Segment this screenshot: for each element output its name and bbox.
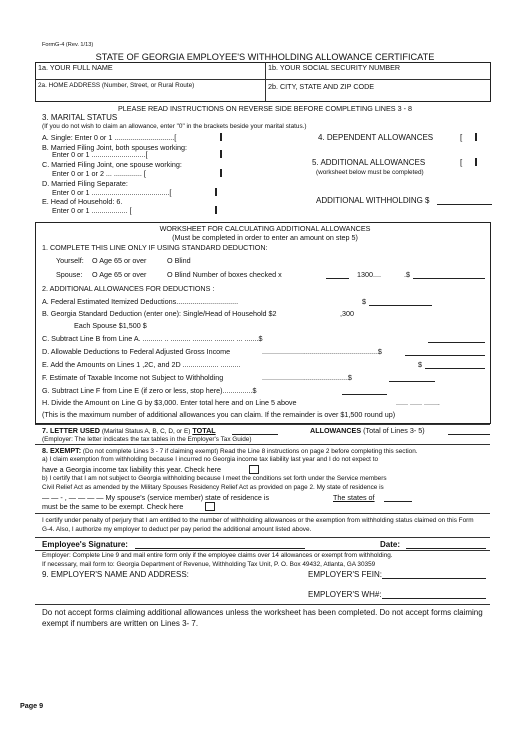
line7-allowances: ALLOWANCES xyxy=(310,426,362,435)
marital-e2: Enter 0 or 1 .................. [ xyxy=(52,206,132,215)
line2h-dots: ...... ...... ........ xyxy=(396,398,440,407)
footer-note: Do not accept forms claiming additional allowances unless the worksheet has been completed. Do not accept forms claiming exempt if numbers are written on Lines 3- 7. xyxy=(42,608,483,628)
full-name-field[interactable]: 1a. YOUR FULL NAME xyxy=(38,63,113,72)
marital-b2: Enter 0 or 1 ...........................[ xyxy=(52,150,148,159)
ssn-field[interactable]: 1b. YOUR SOCIAL SECURITY NUMBER xyxy=(268,63,401,72)
dependent-bracket: [ xyxy=(460,133,463,142)
dependent-allowances: 4. DEPENDENT ALLOWANCES xyxy=(318,133,434,142)
date-line[interactable] xyxy=(406,548,486,549)
line2h-note: (This is the maximum number of additional allowances you can claim. If the remainder is over $1,500 round up) xyxy=(42,410,396,419)
date-label: Date: xyxy=(380,540,401,549)
line8-b4: must be the same to be exempt. Check here xyxy=(42,502,184,511)
line2c: C. Subtract Line B from Line A. .......... .. .......... .......... .......... ... .......$ xyxy=(42,334,263,343)
line2g-amount-line[interactable] xyxy=(342,394,387,395)
exempt-b-checkbox[interactable] xyxy=(205,502,215,511)
line7-employer-note: (Employer: The letter indicates the tax tables in the Employer's Tax Guide) xyxy=(42,436,252,443)
marital-a-entry[interactable] xyxy=(220,133,222,141)
line8-a1: a) I claim exemption from withholding because I incurred no Georgia income tax liability last year and I do not expect to xyxy=(42,456,379,463)
marital-d-entry[interactable] xyxy=(215,188,217,196)
line2a: A. Federal Estimated Itemized Deductions............................... xyxy=(42,297,239,306)
line2e-amount-line[interactable] xyxy=(425,368,485,369)
marital-a: A. Single: Enter 0 or 1 ..............................[ xyxy=(42,133,177,142)
letter-used-line[interactable] xyxy=(232,434,278,435)
worksheet-heading: WORKSHEET FOR CALCULATING ADDITIONAL ALLOWANCES xyxy=(159,224,371,233)
line8-intro: (Do not complete Lines 3 - 7 if claiming exempt) Read the Line 8 instructions on page 2 before completing this section. xyxy=(82,448,418,455)
additional-allowances: 5. ADDITIONAL ALLOWANCES xyxy=(312,158,426,167)
city-state-zip-field[interactable]: 2b. CITY, STATE AND ZIP CODE xyxy=(268,82,375,91)
line2a-amount-line[interactable] xyxy=(369,305,432,306)
perjury-statement: I certify under penalty of perjury that I am entitled to the number of withholding allowances or the exemption from withholding status claimed on this Form G-4. Also, I authorize my employer to deduct per pay period the additional amount listed above. xyxy=(42,517,474,533)
spouse-blind-boxes-label: Blind Number of boxes checked x xyxy=(174,270,282,279)
instructions-note: PLEASE READ INSTRUCTIONS ON REVERSE SIDE BEFORE COMPLETING LINES 3 - 8 xyxy=(118,104,412,113)
marital-note: (If you do not wish to claim an allowance, enter "0" in the brackets beside your marital status.) xyxy=(42,123,307,130)
line2e: E. Add the Amounts on Lines 1 ,2C, and 2D .................. .......... xyxy=(42,360,241,369)
employer-wh: EMPLOYER'S WH#: xyxy=(308,590,382,599)
spouse-label: Spouse: xyxy=(56,270,83,279)
employer-fein-line[interactable] xyxy=(382,578,486,579)
line2b-spouse: Each Spouse $1,500 $ xyxy=(74,321,147,330)
marital-c1: C. Married Filing Joint, one spouse working: xyxy=(42,160,182,169)
dependent-entry[interactable] xyxy=(475,133,477,141)
line2f-dots: ...........................................$ xyxy=(262,373,352,382)
line7-allowances-detail: (Total of Lines 3- 5) xyxy=(363,426,425,435)
line8-a2: have a Georgia income tax liability this year. Check here xyxy=(42,465,221,474)
boxes-count-line[interactable] xyxy=(326,278,349,279)
total-allowances-line[interactable] xyxy=(448,434,490,435)
additional-entry[interactable] xyxy=(475,158,477,166)
line2d-amount-line[interactable] xyxy=(405,355,485,356)
yourself-age65-radio[interactable]: O Age 65 or over xyxy=(92,256,147,265)
line2b: B. Georgia Standard Deduction (enter one): Single/Head of Household $2 xyxy=(42,309,277,318)
worksheet-line1: 1. COMPLETE THIS LINE ONLY IF USING STANDARD DEDUCTION: xyxy=(42,243,268,252)
spouse-age65-radio[interactable]: O Age 65 or over xyxy=(92,270,147,279)
worksheet-line2: 2. ADDITIONAL ALLOWANCES FOR DEDUCTIONS : xyxy=(42,284,215,293)
spouse-blind-radio[interactable]: O Blind Number of boxes checked x xyxy=(167,270,282,279)
line8-label: 8. EXEMPT: xyxy=(42,446,82,455)
signature-line[interactable] xyxy=(135,548,305,549)
line7-total: TOTAL xyxy=(192,426,216,435)
line8-intro-row xyxy=(42,446,418,455)
line7-detail: (Marital Status A, B, C, D, or E) xyxy=(101,428,191,435)
employer-name-address: 9. EMPLOYER'S NAME AND ADDRESS: xyxy=(42,570,189,579)
additional-bracket: [ xyxy=(460,158,463,167)
line2f: F. Estimate of Taxable Income not Subject to Withholding xyxy=(42,373,224,382)
line2h: H. Divide the Amount on Line G by $3,000. Enter total here and on Line 5 above xyxy=(42,398,297,407)
marital-d1: D. Married Filing Separate: xyxy=(42,179,128,188)
yourself-label: Yourself: xyxy=(56,256,84,265)
yourself-blind-radio[interactable]: O Blind xyxy=(167,256,191,265)
line8-b1: b) I certify that I am not subject to Georgia withholding because I meet the conditions set forth under the Service members xyxy=(42,475,387,482)
line2g: G. Subtract Line F from Line E (if zero or less, stop here)...............$ xyxy=(42,386,257,395)
marital-b-entry[interactable] xyxy=(220,150,222,158)
page-number: Page 9 xyxy=(20,701,44,710)
signature-label: Employee's Signature: xyxy=(42,540,128,549)
exempt-a-checkbox[interactable] xyxy=(249,465,259,474)
marital-e-entry[interactable] xyxy=(215,206,217,214)
line2f-amount-line[interactable] xyxy=(389,381,435,382)
line8-b3-state: The states of xyxy=(333,493,375,502)
line2c-amount-line[interactable] xyxy=(428,342,485,343)
marital-c2: Enter 0 or 1 or 2 ... .............. [ xyxy=(52,169,146,178)
line8-b2: Civil Relief Act as amended by the Military Spouses Residency Relief Act as provided on page 2. My state of residence is xyxy=(42,484,384,491)
line2e-dollar: $ xyxy=(418,360,422,369)
line2d-dots: ..........................................................$ xyxy=(262,347,382,356)
marital-d2: Enter 0 or 1 .......................................[ xyxy=(52,188,172,197)
employer-mail: If necessary, mail form to: Georgia Department of Revenue, Withholding Tax Unit, P. O. Box 49432, Atlanta, GA 30359 xyxy=(42,561,376,568)
marital-c-entry[interactable] xyxy=(220,169,222,177)
employer-fein: EMPLOYER'S FEIN: xyxy=(308,570,382,579)
line7-label: 7. LETTER USED xyxy=(42,426,100,435)
form-id: FormG-4 (Rev. 1/13) xyxy=(42,42,94,48)
yourself-age65-label: Age 65 or over xyxy=(99,256,147,265)
multiplier: 1300.... xyxy=(357,270,381,279)
home-address-field[interactable]: 2a. HOME ADDRESS (Number, Street, or Rural Route) xyxy=(38,82,195,89)
form-title: STATE OF GEORGIA EMPLOYEE'S WITHHOLDING ALLOWANCE CERTIFICATE xyxy=(95,52,435,62)
line8-b3: — — - , — — — — My spouse's (service member) state of residence is xyxy=(42,493,270,502)
worksheet-subheading: (Must be completed in order to enter an amount on step 5) xyxy=(172,233,358,242)
withholding-amount-line[interactable] xyxy=(437,204,492,205)
line2b-amount: ,300 xyxy=(340,309,354,318)
marital-e1: E. Head of Household: 6. xyxy=(42,197,123,206)
yourself-blind-label: Blind xyxy=(174,256,191,265)
line2a-dollar: $ xyxy=(362,297,366,306)
employer-wh-line[interactable] xyxy=(382,598,486,599)
line1-dollar: .$ xyxy=(404,270,410,279)
line1-amount-line[interactable] xyxy=(413,278,485,279)
line7-row xyxy=(42,426,216,435)
spouse-age65-label: Age 65 or over xyxy=(99,270,147,279)
additional-note: (worksheet below must be completed) xyxy=(316,169,424,176)
marital-b1: B. Married Filing Joint, both spouses working: xyxy=(42,143,188,152)
employer-note: Employer: Complete Line 9 and mail entire form only if the employee claims over 14 allowances or exempt from withholding. xyxy=(42,552,393,559)
marital-heading: 3. MARITAL STATUS xyxy=(42,113,118,122)
state-of-residence-line[interactable] xyxy=(384,501,412,502)
line7-allowances-row xyxy=(310,426,425,435)
line2d: D. Allowable Deductions to Federal Adjusted Gross Income xyxy=(42,347,231,356)
additional-withholding: ADDITIONAL WITHHOLDING $ xyxy=(316,196,430,205)
